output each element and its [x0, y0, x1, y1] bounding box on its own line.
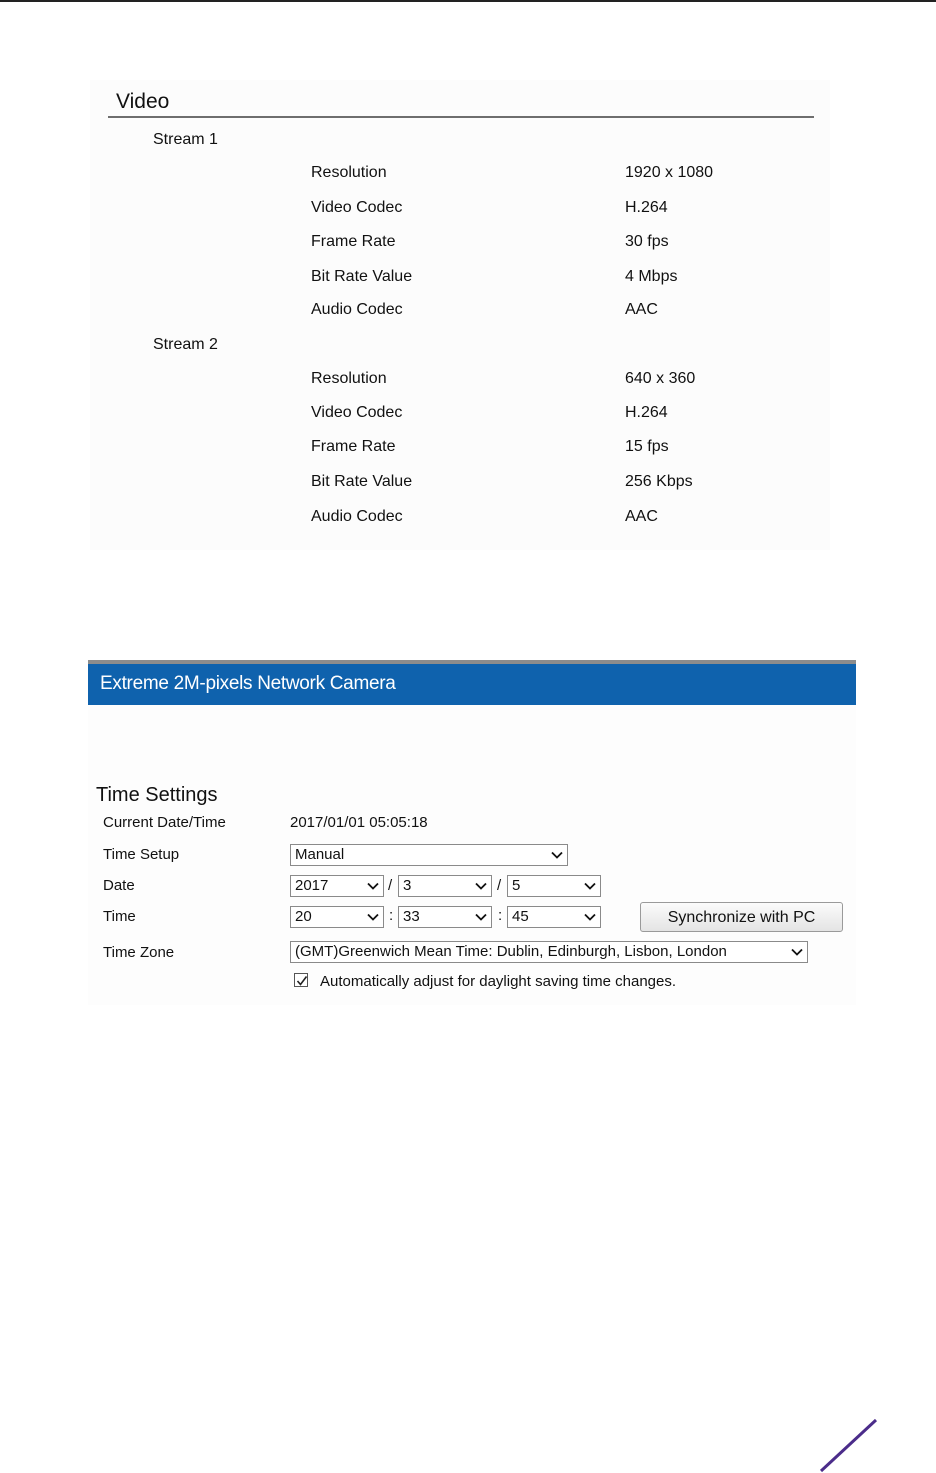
stream-2-video-codec-label: Video Codec	[311, 404, 403, 421]
time-minute-value: 33	[403, 908, 420, 925]
date-year-value: 2017	[295, 877, 329, 894]
camera-header-title: Extreme 2M-pixels Network Camera	[100, 673, 396, 694]
time-second-select[interactable]	[507, 906, 601, 928]
stream-2-resolution-value: 640 x 360	[625, 370, 696, 387]
chevron-down-icon	[551, 849, 563, 861]
dst-checkbox[interactable]	[294, 973, 308, 987]
time-setup-selected-value: Manual	[295, 846, 345, 863]
time-setup-label: Time Setup	[103, 846, 180, 863]
stream-1-resolution-label: Resolution	[311, 164, 387, 181]
time-settings-title: Time Settings	[96, 784, 218, 806]
time-label: Time	[103, 908, 136, 925]
camera-header-bar	[88, 660, 856, 705]
chevron-down-icon	[475, 911, 487, 923]
chevron-down-icon	[367, 880, 379, 892]
date-day-select[interactable]	[507, 875, 601, 897]
time-separator: :	[389, 907, 394, 924]
stream-2-resolution-label: Resolution	[311, 370, 387, 387]
time-zone-select[interactable]	[290, 941, 808, 963]
stream-2-video-codec-value: H.264	[625, 404, 668, 421]
stream-1-frame-rate-label: Frame Rate	[311, 233, 396, 250]
date-month-value: 3	[403, 877, 412, 894]
chevron-down-icon	[791, 946, 803, 958]
stream-2-bit-rate-label: Bit Rate Value	[311, 473, 413, 490]
current-datetime-value: 2017/01/01 05:05:18	[290, 814, 428, 831]
dst-checkbox-label: Automatically adjust for daylight saving time changes.	[320, 973, 677, 990]
date-month-select[interactable]	[398, 875, 492, 897]
stream-1-bit-rate-value: 4 Mbps	[625, 268, 678, 285]
date-label: Date	[103, 877, 135, 894]
video-section-title: Video	[116, 90, 170, 113]
time-hour-value: 20	[295, 908, 312, 925]
checkmark-icon	[295, 974, 309, 988]
chevron-down-icon	[584, 911, 596, 923]
stream-2-title: Stream 2	[153, 336, 218, 353]
time-setup-select[interactable]	[290, 844, 568, 866]
stream-1-frame-rate-value: 30 fps	[625, 233, 669, 250]
stream-1-resolution-value: 1920 x 1080	[625, 164, 714, 181]
page-top-rule	[0, 0, 936, 2]
video-panel	[90, 80, 830, 550]
time-zone-selected-value: (GMT)Greenwich Mean Time: Dublin, Edinburgh, Lisbon, London	[295, 943, 727, 960]
stream-1-bit-rate-label: Bit Rate Value	[311, 268, 413, 285]
chevron-down-icon	[475, 880, 487, 892]
time-zone-label: Time Zone	[103, 944, 175, 961]
synchronize-with-pc-button[interactable]: Synchronize with PC	[640, 902, 843, 932]
date-year-select[interactable]	[290, 875, 384, 897]
date-separator: /	[497, 877, 502, 894]
date-day-value: 5	[512, 877, 521, 894]
stream-1-video-codec-value: H.264	[625, 199, 668, 216]
stream-1-audio-codec-label: Audio Codec	[311, 301, 403, 318]
time-separator: :	[498, 907, 503, 924]
stream-2-audio-codec-label: Audio Codec	[311, 508, 403, 525]
time-hour-select[interactable]	[290, 906, 384, 928]
date-separator: /	[388, 877, 393, 894]
time-second-value: 45	[512, 908, 529, 925]
current-datetime-label: Current Date/Time	[103, 814, 226, 831]
stream-1-audio-codec-value: AAC	[625, 301, 658, 318]
stream-2-bit-rate-value: 256 Kbps	[625, 473, 693, 490]
stream-2-frame-rate-label: Frame Rate	[311, 438, 396, 455]
chevron-down-icon	[584, 880, 596, 892]
time-minute-select[interactable]	[398, 906, 492, 928]
stream-1-video-codec-label: Video Codec	[311, 199, 403, 216]
video-title-divider	[108, 116, 814, 118]
corner-slash-mark-icon	[818, 1418, 880, 1473]
stream-2-frame-rate-value: 15 fps	[625, 438, 669, 455]
chevron-down-icon	[367, 911, 379, 923]
stream-1-title: Stream 1	[153, 131, 218, 148]
stream-2-audio-codec-value: AAC	[625, 508, 658, 525]
